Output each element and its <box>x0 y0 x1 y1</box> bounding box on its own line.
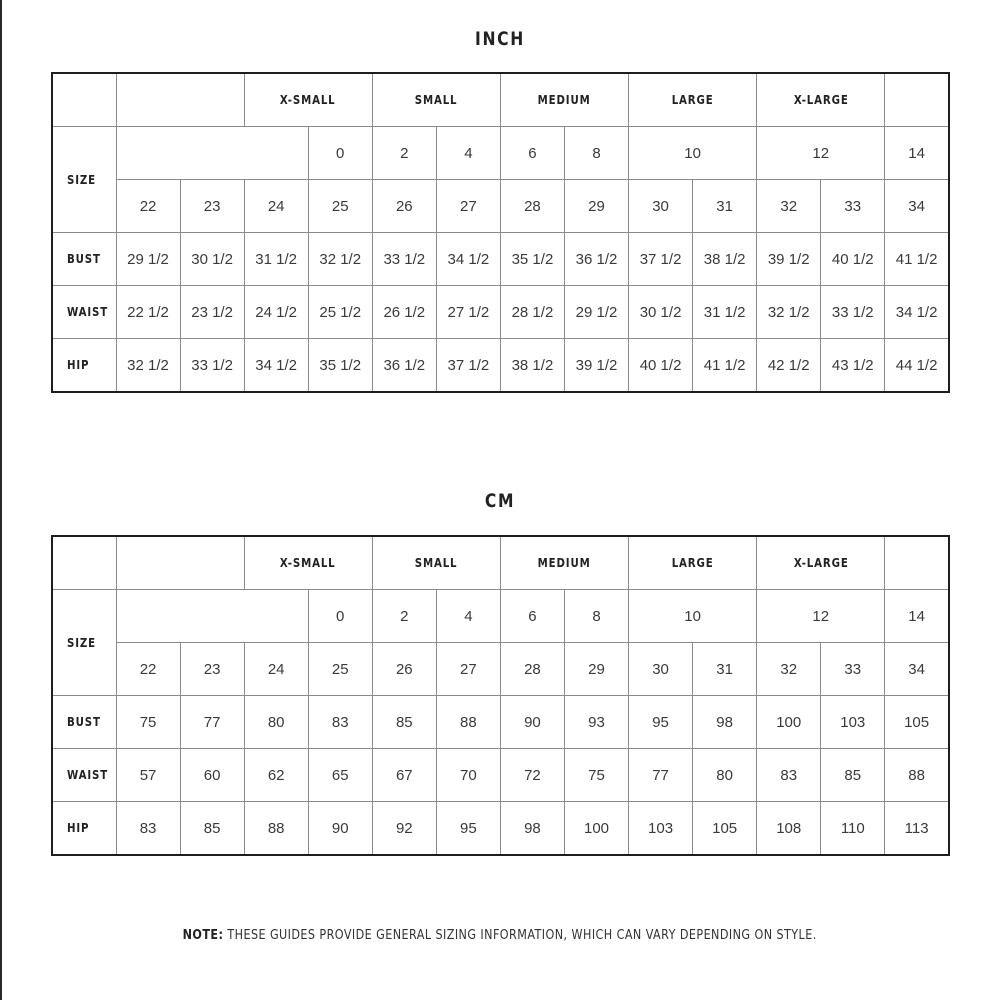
table-cell: 41 1/2 <box>693 339 757 393</box>
table-row <box>52 696 949 749</box>
left-border-line <box>0 0 2 1000</box>
table-cell: 75 <box>116 696 180 749</box>
table-cell: 90 <box>308 802 372 856</box>
table-cell: 30 1/2 <box>180 233 244 286</box>
table-cell: 57 <box>116 749 180 802</box>
table-cell: 100 <box>757 696 821 749</box>
cm-section-title: CM <box>484 490 516 512</box>
table-cell: 103 <box>629 802 693 856</box>
numeric-size-cell: 29 <box>564 180 628 233</box>
empty-cell <box>116 73 244 127</box>
us-size-cell: 0 <box>308 127 372 180</box>
table-cell: 44 1/2 <box>885 339 949 393</box>
table-cell: 30 1/2 <box>629 286 693 339</box>
table-cell: 85 <box>821 749 885 802</box>
numeric-size-cell: 28 <box>500 180 564 233</box>
row-label-waist: WAIST <box>52 286 116 339</box>
size-label: SIZE <box>52 127 116 233</box>
table-cell: 38 1/2 <box>693 233 757 286</box>
note-text: THESE GUIDES PROVIDE GENERAL SIZING INFORMATION, WHICH CAN VARY DEPENDING ON STYLE. <box>223 928 818 943</box>
numeric-size-cell: 32 <box>757 643 821 696</box>
table-cell: 75 <box>564 749 628 802</box>
table-cell: 95 <box>629 696 693 749</box>
us-size-cell: 8 <box>564 127 628 180</box>
us-size-row <box>52 127 949 180</box>
table-cell: 98 <box>693 696 757 749</box>
table-cell: 67 <box>372 749 436 802</box>
row-label-waist: WAIST <box>52 749 116 802</box>
us-size-cell: 12 <box>757 590 885 643</box>
table-cell: 83 <box>757 749 821 802</box>
numeric-size-cell: 24 <box>244 180 308 233</box>
table-cell: 62 <box>244 749 308 802</box>
numeric-size-cell: 32 <box>757 180 821 233</box>
table-cell: 77 <box>180 696 244 749</box>
table-cell: 28 1/2 <box>500 286 564 339</box>
us-size-cell: 10 <box>629 590 757 643</box>
us-size-cell: 2 <box>372 127 436 180</box>
numeric-size-cell: 26 <box>372 643 436 696</box>
numeric-size-row <box>52 643 949 696</box>
table-cell: 36 1/2 <box>372 339 436 393</box>
table-cell: 34 1/2 <box>244 339 308 393</box>
table-cell: 70 <box>436 749 500 802</box>
us-size-cell: 0 <box>308 590 372 643</box>
table-cell: 88 <box>885 749 949 802</box>
numeric-size-cell: 23 <box>180 180 244 233</box>
empty-cell <box>116 127 308 180</box>
us-size-cell: 6 <box>500 127 564 180</box>
table-cell: 33 1/2 <box>372 233 436 286</box>
numeric-size-cell: 31 <box>693 180 757 233</box>
table-row <box>52 233 949 286</box>
table-cell: 27 1/2 <box>436 286 500 339</box>
table-cell: 35 1/2 <box>500 233 564 286</box>
table-cell: 85 <box>180 802 244 856</box>
table-cell: 88 <box>436 696 500 749</box>
table-cell: 26 1/2 <box>372 286 436 339</box>
table-cell: 105 <box>885 696 949 749</box>
table-cell: 85 <box>372 696 436 749</box>
empty-cell <box>52 536 116 590</box>
table-cell: 113 <box>885 802 949 856</box>
table-cell: 100 <box>564 802 628 856</box>
table-cell: 103 <box>821 696 885 749</box>
group-medium: MEDIUM <box>500 536 628 590</box>
numeric-size-cell: 25 <box>308 180 372 233</box>
table-row <box>52 749 949 802</box>
us-size-cell: 14 <box>885 127 949 180</box>
table-cell: 90 <box>500 696 564 749</box>
table-cell: 31 1/2 <box>693 286 757 339</box>
numeric-size-cell: 29 <box>564 643 628 696</box>
empty-cell <box>885 73 949 127</box>
table-cell: 65 <box>308 749 372 802</box>
us-size-cell: 10 <box>629 127 757 180</box>
table-cell: 32 1/2 <box>116 339 180 393</box>
numeric-size-cell: 30 <box>629 643 693 696</box>
table-cell: 39 1/2 <box>564 339 628 393</box>
table-row <box>52 286 949 339</box>
row-label-bust: BUST <box>52 696 116 749</box>
table-cell: 95 <box>436 802 500 856</box>
table-cell: 29 1/2 <box>564 286 628 339</box>
table-cell: 37 1/2 <box>436 339 500 393</box>
table-cell: 98 <box>500 802 564 856</box>
group-small: SMALL <box>372 536 500 590</box>
table-cell: 29 1/2 <box>116 233 180 286</box>
cm-size-table <box>51 535 950 856</box>
table-cell: 110 <box>821 802 885 856</box>
table-cell: 36 1/2 <box>564 233 628 286</box>
table-cell: 24 1/2 <box>244 286 308 339</box>
numeric-size-cell: 34 <box>885 643 949 696</box>
table-cell: 25 1/2 <box>308 286 372 339</box>
size-label: SIZE <box>52 590 116 696</box>
table-cell: 22 1/2 <box>116 286 180 339</box>
numeric-size-cell: 27 <box>436 643 500 696</box>
row-label-hip: HIP <box>52 802 116 856</box>
row-label-bust: BUST <box>52 233 116 286</box>
empty-cell <box>885 536 949 590</box>
table-cell: 43 1/2 <box>821 339 885 393</box>
table-cell: 42 1/2 <box>757 339 821 393</box>
group-x-small: X-SMALL <box>244 73 372 127</box>
numeric-size-row <box>52 180 949 233</box>
table-cell: 33 1/2 <box>180 339 244 393</box>
table-cell: 31 1/2 <box>244 233 308 286</box>
table-cell: 35 1/2 <box>308 339 372 393</box>
table-cell: 77 <box>629 749 693 802</box>
us-size-cell: 12 <box>757 127 885 180</box>
numeric-size-cell: 30 <box>629 180 693 233</box>
table-cell: 80 <box>693 749 757 802</box>
table-cell: 92 <box>372 802 436 856</box>
inch-size-table <box>51 72 950 393</box>
table-cell: 93 <box>564 696 628 749</box>
table-cell: 23 1/2 <box>180 286 244 339</box>
inch-section-title: INCH <box>475 28 525 50</box>
table-cell: 80 <box>244 696 308 749</box>
group-large: LARGE <box>629 536 757 590</box>
table-cell: 33 1/2 <box>821 286 885 339</box>
us-size-cell: 2 <box>372 590 436 643</box>
us-size-row <box>52 590 949 643</box>
group-x-small: X-SMALL <box>244 536 372 590</box>
table-cell: 32 1/2 <box>308 233 372 286</box>
numeric-size-cell: 23 <box>180 643 244 696</box>
us-size-cell: 4 <box>436 127 500 180</box>
note-label: NOTE: <box>182 928 224 943</box>
sizing-note <box>0 928 1000 943</box>
table-cell: 40 1/2 <box>629 339 693 393</box>
group-header-row <box>52 536 949 590</box>
empty-cell <box>116 590 308 643</box>
numeric-size-cell: 27 <box>436 180 500 233</box>
group-large: LARGE <box>629 73 757 127</box>
table-cell: 40 1/2 <box>821 233 885 286</box>
table-cell: 88 <box>244 802 308 856</box>
table-cell: 41 1/2 <box>885 233 949 286</box>
group-x-large: X-LARGE <box>757 73 885 127</box>
table-cell: 108 <box>757 802 821 856</box>
group-small: SMALL <box>372 73 500 127</box>
us-size-cell: 4 <box>436 590 500 643</box>
table-cell: 32 1/2 <box>757 286 821 339</box>
table-row <box>52 339 949 393</box>
row-label-hip: HIP <box>52 339 116 393</box>
group-medium: MEDIUM <box>500 73 628 127</box>
table-cell: 38 1/2 <box>500 339 564 393</box>
empty-cell <box>116 536 244 590</box>
empty-cell <box>52 73 116 127</box>
numeric-size-cell: 28 <box>500 643 564 696</box>
numeric-size-cell: 22 <box>116 180 180 233</box>
numeric-size-cell: 25 <box>308 643 372 696</box>
table-cell: 34 1/2 <box>436 233 500 286</box>
numeric-size-cell: 24 <box>244 643 308 696</box>
us-size-cell: 8 <box>564 590 628 643</box>
table-row <box>52 802 949 856</box>
table-cell: 37 1/2 <box>629 233 693 286</box>
numeric-size-cell: 26 <box>372 180 436 233</box>
table-cell: 34 1/2 <box>885 286 949 339</box>
table-cell: 60 <box>180 749 244 802</box>
table-cell: 83 <box>308 696 372 749</box>
table-cell: 39 1/2 <box>757 233 821 286</box>
numeric-size-cell: 33 <box>821 180 885 233</box>
numeric-size-cell: 34 <box>885 180 949 233</box>
group-header-row <box>52 73 949 127</box>
numeric-size-cell: 22 <box>116 643 180 696</box>
numeric-size-cell: 31 <box>693 643 757 696</box>
table-cell: 105 <box>693 802 757 856</box>
table-cell: 72 <box>500 749 564 802</box>
group-x-large: X-LARGE <box>757 536 885 590</box>
numeric-size-cell: 33 <box>821 643 885 696</box>
us-size-cell: 6 <box>500 590 564 643</box>
us-size-cell: 14 <box>885 590 949 643</box>
table-cell: 83 <box>116 802 180 856</box>
